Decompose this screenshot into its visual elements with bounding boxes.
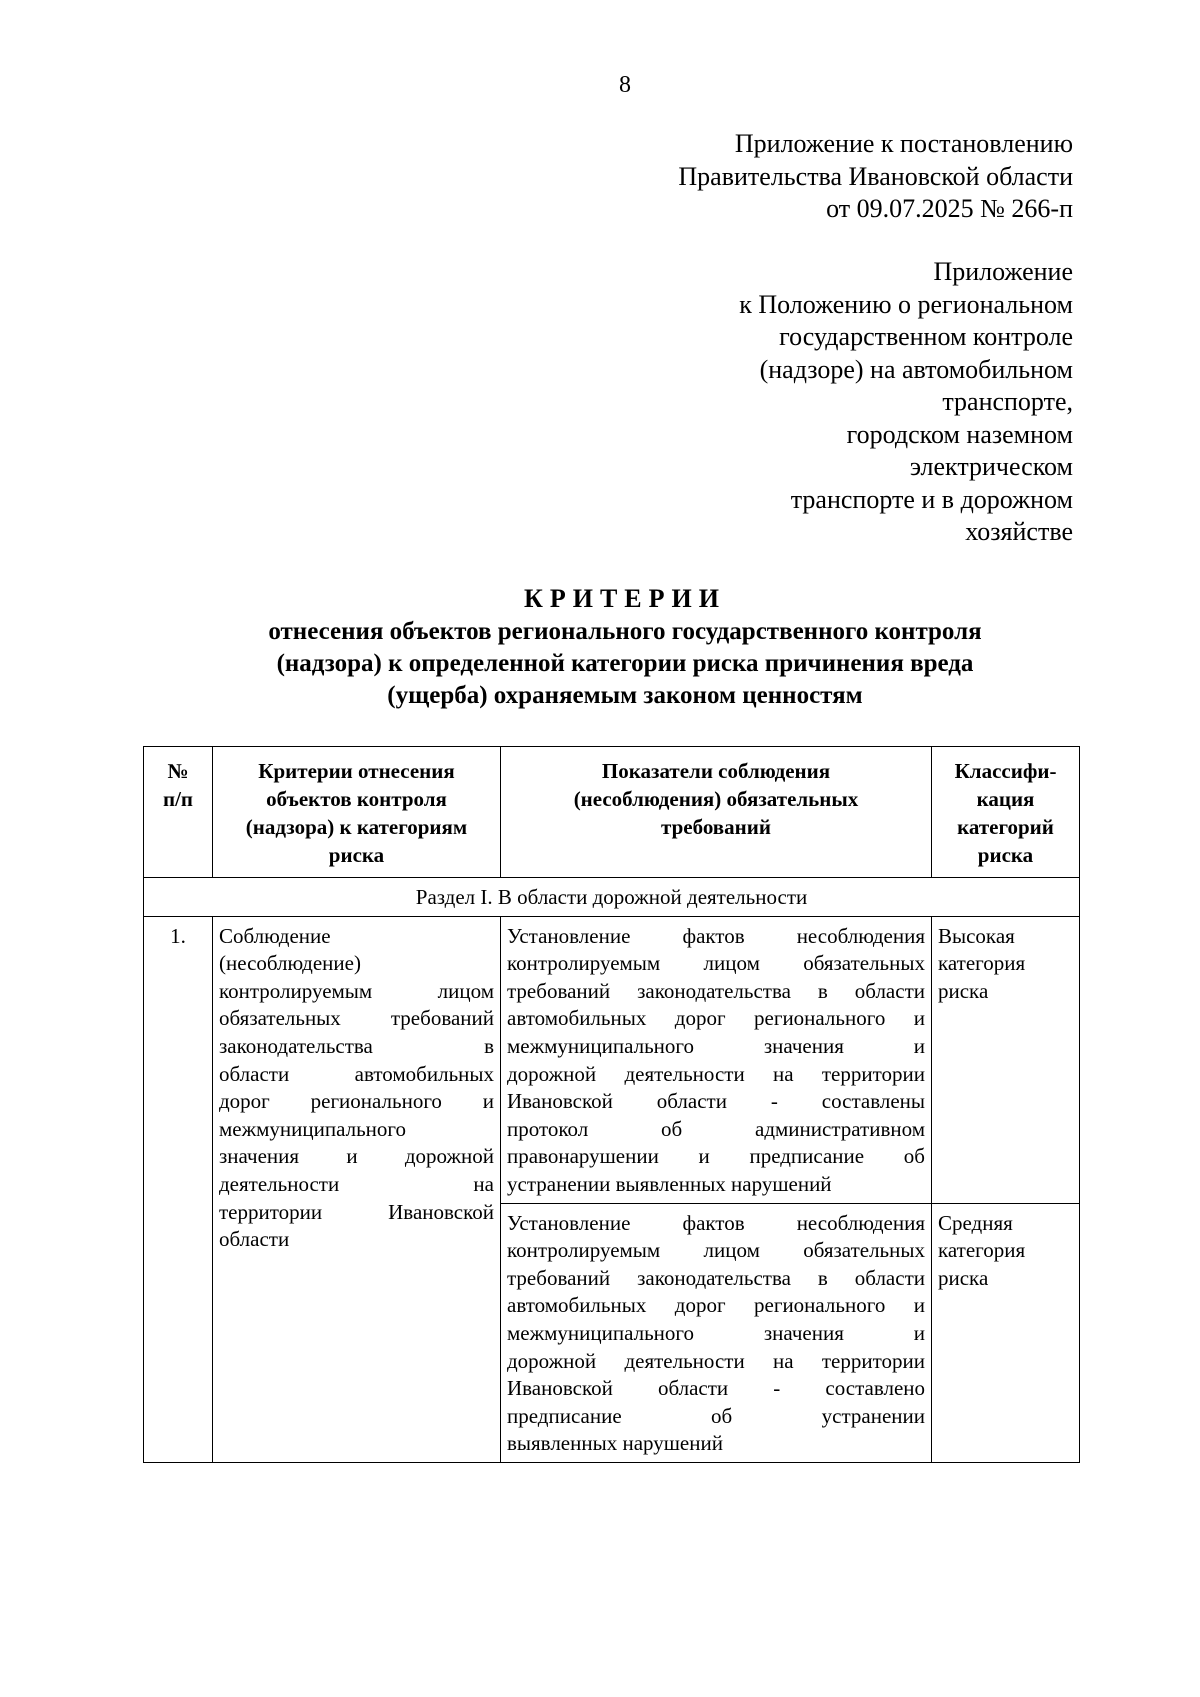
- criterion-line: области автомобильных: [219, 1061, 494, 1086]
- indicator-line: межмуниципального значения и: [507, 1033, 925, 1058]
- indicator-line: дорожной деятельности на территории: [507, 1061, 925, 1086]
- criterion-line: законодательства в: [219, 1033, 494, 1058]
- classification-line: категория: [938, 951, 1026, 976]
- indicator-line: межмуниципального значения и: [507, 1320, 925, 1345]
- header-indicators-line: (несоблюдения) обязательных: [573, 787, 859, 811]
- header-classification-line: категорий: [957, 815, 1054, 839]
- classification-line: риска: [938, 978, 989, 1003]
- indicator-cell-medium: [501, 1203, 932, 1462]
- indicator-line: предписание об устранении: [507, 1403, 925, 1428]
- criterion-line: области: [219, 1227, 290, 1252]
- classification-line: Средняя: [938, 1210, 1013, 1235]
- classification-line: риска: [938, 1265, 989, 1290]
- indicator-line: требований законодательства в области: [507, 1265, 925, 1290]
- header-classification-line: Классифи-: [954, 759, 1057, 783]
- appendix-decree-line: Приложение к постановлению: [734, 129, 1073, 158]
- header-classification-line: кация: [976, 787, 1035, 811]
- appendix-regulation-line: хозяйстве: [965, 517, 1073, 546]
- header-criteria-line: Критерии отнесения: [258, 759, 455, 783]
- classification-line: Высокая: [938, 923, 1015, 948]
- criterion-line: контролируемым лицом: [219, 978, 494, 1003]
- indicator-line: протокол об административном: [507, 1116, 925, 1141]
- header-indicators-line: Показатели соблюдения: [601, 759, 831, 783]
- header-criteria-line: риска: [328, 843, 385, 867]
- title-line: (ущерба) охраняемым законом ценностям: [387, 682, 863, 709]
- header-indicators: [501, 747, 932, 878]
- header-criteria-line: объектов контроля: [266, 787, 447, 811]
- appendix-regulation-line: (надзоре) на автомобильном: [759, 354, 1073, 384]
- indicator-line: устранении выявленных нарушений: [507, 1171, 832, 1196]
- appendix-regulation-line: государственном контроле: [779, 322, 1073, 351]
- indicator-line: Установление фактов несоблюдения: [507, 923, 925, 948]
- indicator-line: автомобильных дорог регионального и: [507, 1006, 925, 1031]
- table-row: [144, 916, 1080, 1203]
- appendix-decree-note: [678, 128, 1073, 226]
- appendix-regulation-line: электрическом: [909, 452, 1073, 481]
- indicator-line: Ивановской области - составлены: [507, 1089, 925, 1114]
- header-indicators-line: требований: [661, 815, 771, 839]
- classification-cell-medium: [932, 1203, 1080, 1462]
- header-criteria: [213, 747, 501, 878]
- header-num: [144, 747, 213, 878]
- header-criteria-line: (надзора) к категориям: [245, 815, 468, 839]
- indicator-line: правонарушении и предписание об: [507, 1144, 925, 1169]
- title-heading: КРИТЕРИИ: [524, 584, 726, 613]
- criterion-line: (несоблюдение): [219, 951, 361, 976]
- indicator-line: Установление фактов несоблюдения: [507, 1210, 925, 1235]
- section-row: [144, 878, 1080, 917]
- appendix-decree-line: Правительства Ивановской области: [678, 161, 1073, 191]
- appendix-regulation-line: городском наземном: [846, 419, 1073, 449]
- criterion-line: обязательных требований: [219, 1006, 494, 1031]
- appendix-decree-line: от 09.07.2025 № 266-п: [826, 194, 1073, 223]
- section-title: Раздел I. В области дорожной деятельности: [144, 878, 1080, 917]
- criterion-cell: [213, 916, 501, 1462]
- indicator-line: Ивановской области - составлено: [507, 1376, 925, 1401]
- header-num-line: п/п: [162, 787, 194, 811]
- indicator-line: контролируемым лицом обязательных: [507, 1238, 925, 1263]
- criterion-line: дорог регионального и: [219, 1089, 494, 1114]
- appendix-regulation-note: [739, 256, 1073, 549]
- indicator-line: дорожной деятельности на территории: [507, 1348, 925, 1373]
- criterion-line: межмуниципального: [219, 1116, 406, 1141]
- appendix-regulation-line: транспорте и в дорожном: [790, 484, 1073, 514]
- title-line: (надзора) к определенной категории риска причинения вреда: [276, 650, 974, 677]
- criterion-line: деятельности на: [219, 1171, 494, 1196]
- indicator-line: требований законодательства в области: [507, 978, 925, 1003]
- table-header-row: [144, 747, 1080, 878]
- indicator-line: выявленных нарушений: [507, 1431, 723, 1456]
- indicator-cell-high: [501, 916, 932, 1203]
- criterion-line: значения и дорожной: [219, 1144, 494, 1169]
- header-num-line: №: [167, 759, 189, 783]
- document-title: [0, 582, 1200, 712]
- classification-line: категория: [938, 1238, 1026, 1263]
- criteria-table: [143, 746, 1080, 1463]
- criterion-line: территории Ивановской: [219, 1199, 494, 1224]
- row-number: 1.: [144, 916, 213, 1462]
- appendix-regulation-line: к Положению о региональном: [739, 289, 1073, 319]
- title-line: отнесения объектов регионального государственного контроля: [268, 618, 982, 645]
- page-number: 8: [619, 72, 631, 98]
- header-classification: [932, 747, 1080, 878]
- indicator-line: автомобильных дорог регионального и: [507, 1293, 925, 1318]
- indicator-line: контролируемым лицом обязательных: [507, 951, 925, 976]
- header-classification-line: риска: [977, 843, 1034, 867]
- criterion-line: Соблюдение: [219, 923, 331, 948]
- appendix-regulation-line: Приложение: [933, 257, 1073, 286]
- classification-cell-high: [932, 916, 1080, 1203]
- appendix-regulation-line: транспорте,: [942, 387, 1073, 416]
